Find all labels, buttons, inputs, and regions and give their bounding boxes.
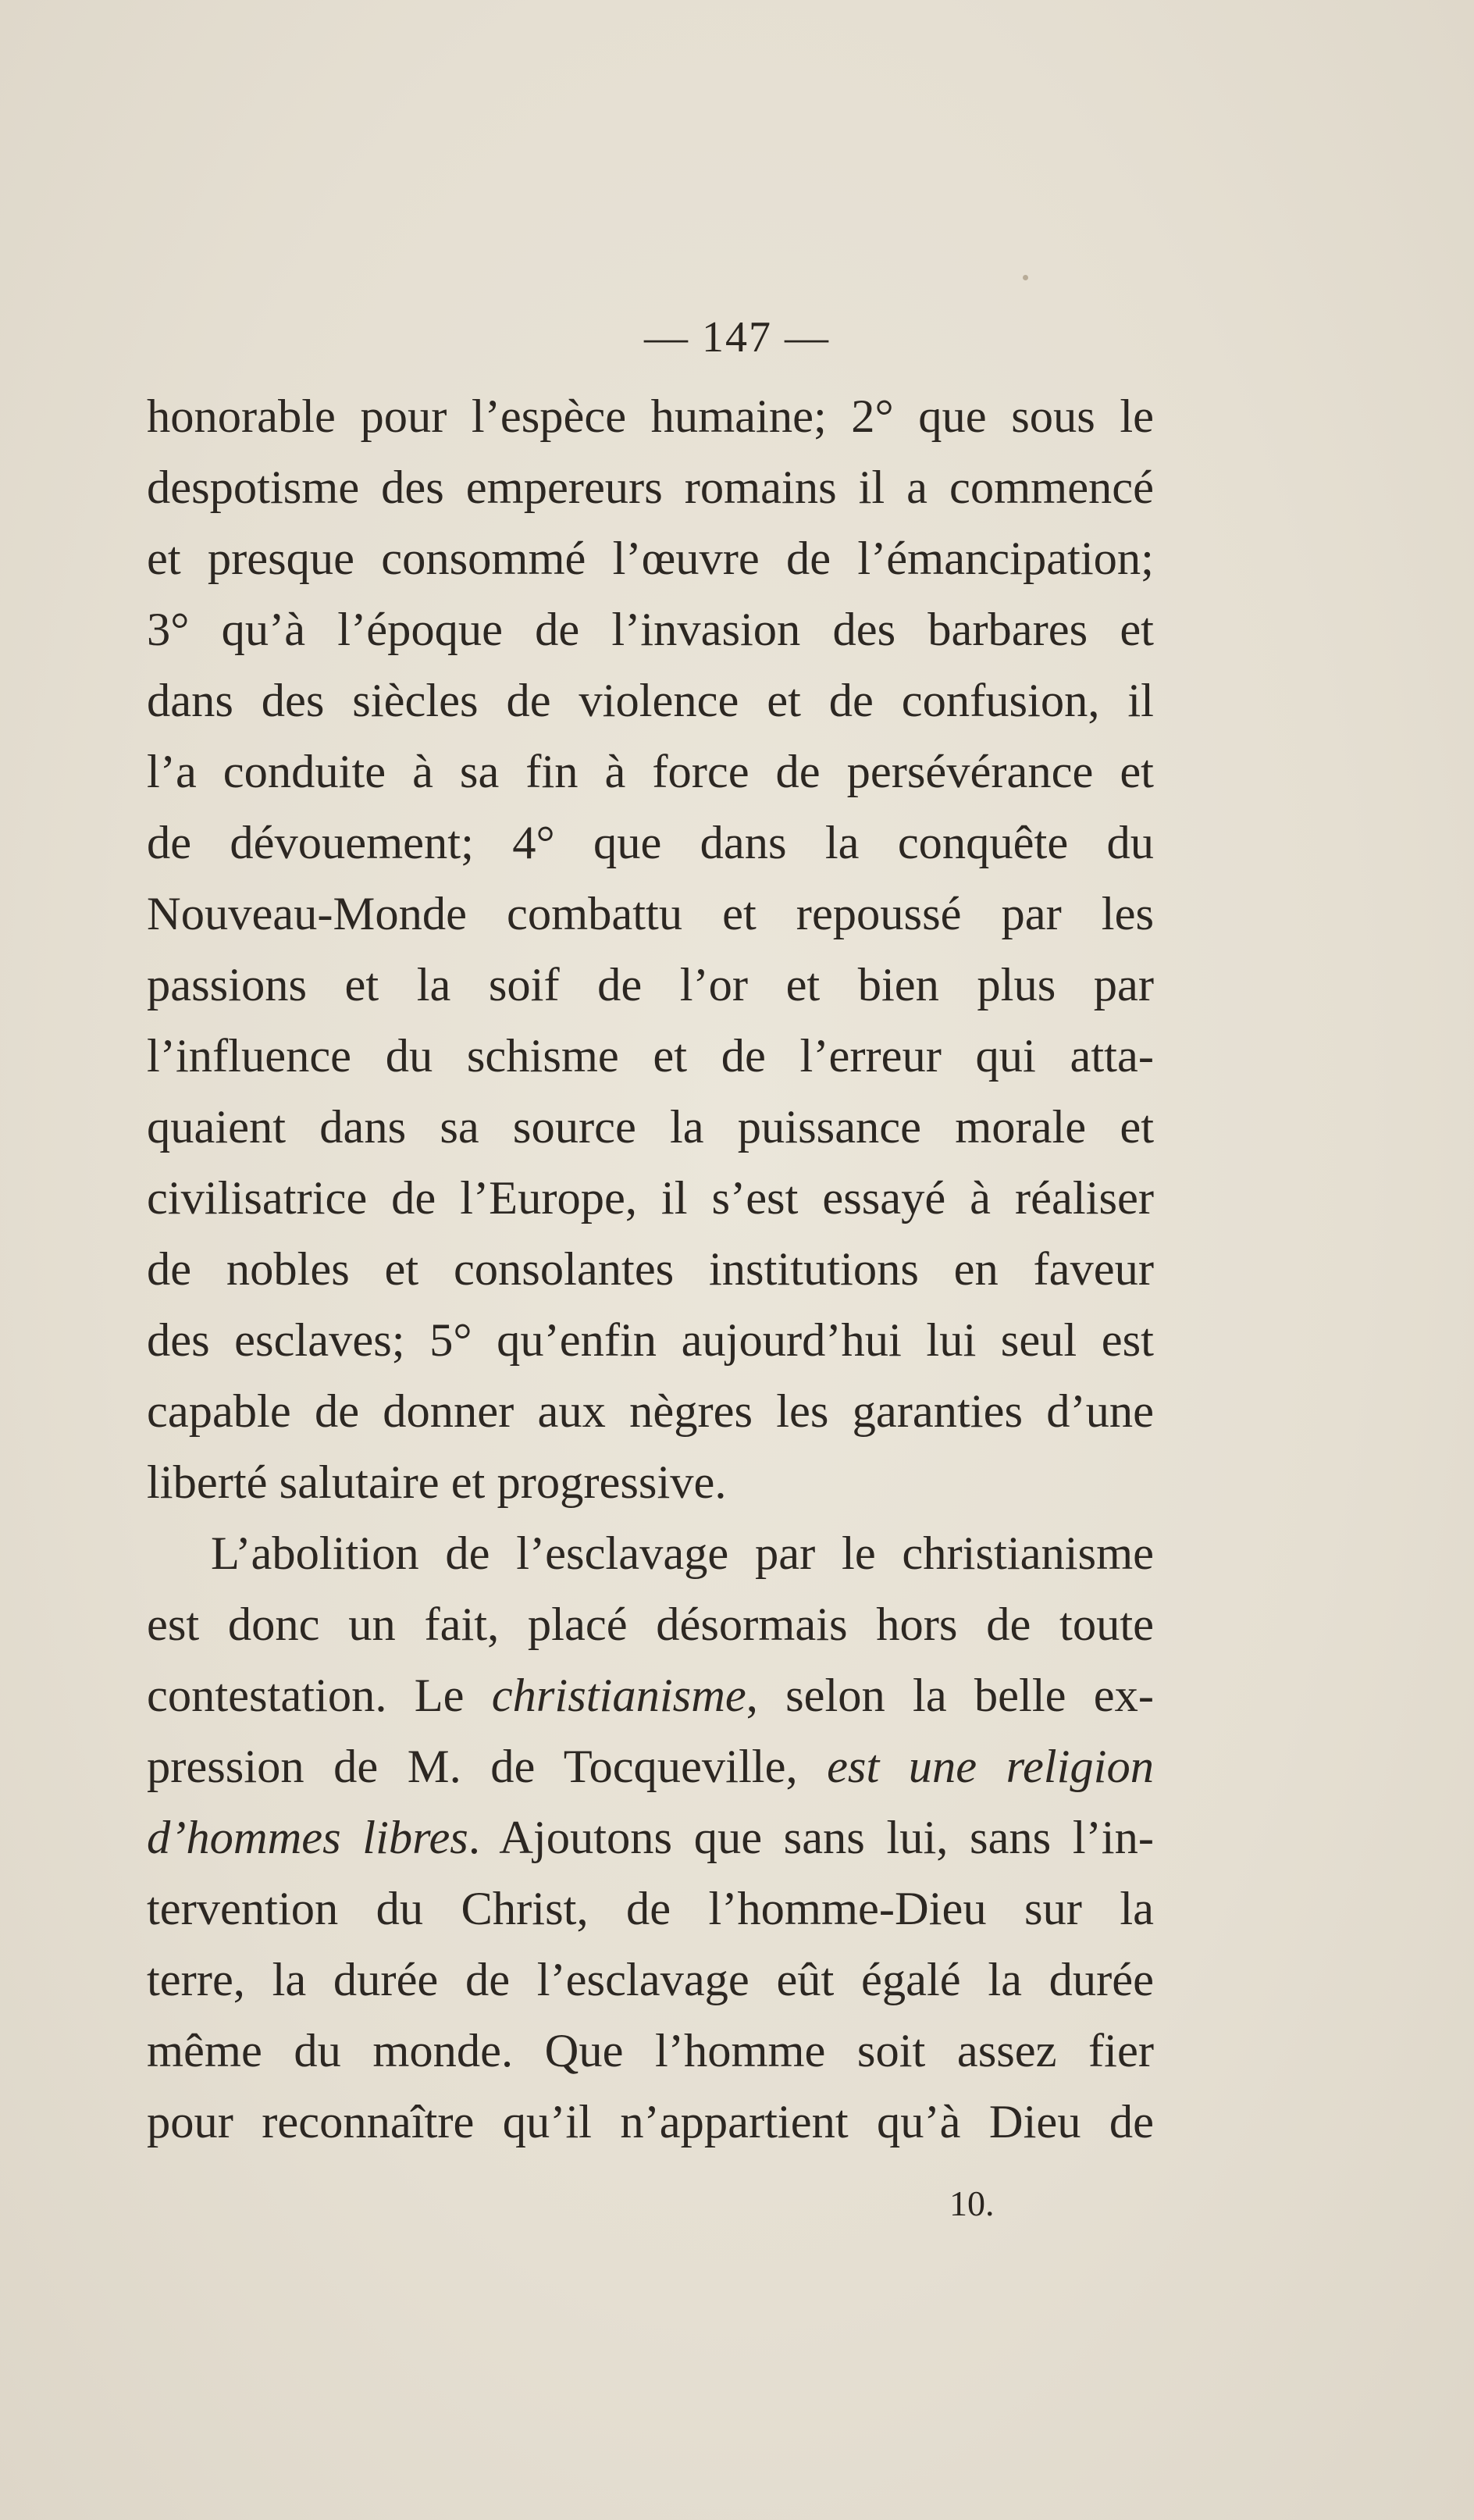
text-line: civilisatrice de l’Europe, il s’est essayé à réaliser <box>147 1172 1154 1224</box>
text-line: l’influence du schisme et de l’erreur qui atta- <box>147 1030 1154 1082</box>
body-text <box>147 381 1154 2158</box>
text-line: terre, la durée de l’esclavage eût égalé la durée <box>147 1954 1154 2006</box>
text-line: liberté salutaire et progressive. <box>147 1456 727 1509</box>
text-line: de nobles et consolantes institutions en faveur <box>147 1243 1154 1296</box>
text-line: passions et la soif de l’or et bien plus par <box>147 959 1154 1011</box>
text-line: L’abolition de l’esclavage par le christianisme <box>211 1527 1154 1580</box>
text-line: dans des siècles de violence et de confusion, il <box>147 675 1154 727</box>
signature-mark: 10. <box>949 2183 995 2223</box>
text-line: 3° qu’à l’époque de l’invasion des barbares et <box>147 604 1154 656</box>
paper-speck <box>1023 275 1028 280</box>
text-line: est donc un fait, placé désormais hors de toute <box>147 1599 1154 1651</box>
text-line: des esclaves; 5° qu’enfin aujourd’hui lui seul est <box>147 1314 1154 1367</box>
italic-term: christianisme <box>491 1670 746 1722</box>
text-line: d’hommes libres. Ajoutons que sans lui, sans l’in- <box>147 1812 1154 1864</box>
text-line: l’a conduite à sa fin à force de persévérance et <box>147 746 1154 798</box>
text-line: pour reconnaître qu’il n’appartient qu’à Dieu de <box>147 2096 1154 2148</box>
text-line: de dévouement; 4° que dans la conquête du <box>147 817 1154 869</box>
text-line: capable de donner aux nègres les garanties d’une <box>147 1385 1154 1438</box>
page-number-header: — 147 — <box>644 313 830 362</box>
text-line: honorable pour l’espèce humaine; 2° que sous le <box>147 390 1154 443</box>
italic-quote: est une religion <box>827 1741 1154 1793</box>
text-line: despotisme des empereurs romains il a commencé <box>147 462 1154 514</box>
text-line: quaient dans sa source la puissance morale et <box>147 1101 1154 1153</box>
text-line: Nouveau-Monde combattu et repoussé par les <box>147 888 1154 940</box>
italic-quote: d’hommes libres <box>147 1812 468 1864</box>
text-line: même du monde. Que l’homme soit assez fier <box>147 2025 1154 2077</box>
text-line: contestation. Le christianisme, selon la belle ex- <box>147 1670 1154 1722</box>
text-line: tervention du Christ, de l’homme-Dieu sur la <box>147 1883 1154 1935</box>
text-line: et presque consommé l’œuvre de l’émancipation; <box>147 533 1154 585</box>
text-line: pression de M. de Tocqueville, est une religion <box>147 1741 1154 1793</box>
